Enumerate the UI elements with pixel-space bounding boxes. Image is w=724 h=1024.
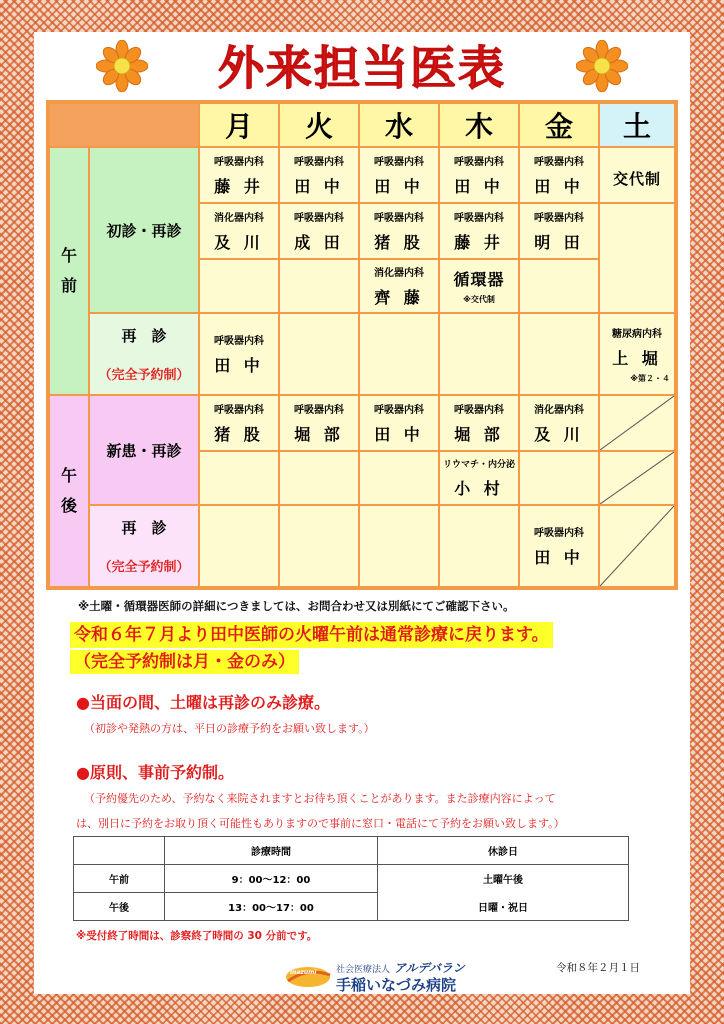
hours-pm-label: 午後 — [74, 893, 165, 921]
diagonal-slash-icon — [600, 396, 674, 450]
slot-cell: 呼吸器内科 藤 井 — [200, 148, 278, 202]
slot-cell: 交代制 — [600, 148, 674, 202]
slot-cell: 呼吸器内科 猪 股 — [360, 204, 438, 258]
hours-table — [73, 836, 629, 921]
slot-cell: 呼吸器内科 猪 股 — [200, 396, 278, 450]
slot-cell — [520, 452, 598, 504]
hours-header-closed: 休診日 — [378, 837, 629, 865]
slot-cell: 呼吸器内科 田 中 — [440, 148, 518, 202]
slot-cell — [360, 506, 438, 586]
hours-pm-time: 13：00～17：00 — [165, 893, 378, 921]
day-header-wed: 水 — [360, 104, 438, 146]
table-note: ※土曜・循環器医師の詳細につきましては、お問合わせ又は別紙にてご確認下さい。 — [78, 599, 515, 613]
slot-cell: 呼吸器内科 成 田 — [280, 204, 358, 258]
row-label-am-first: 初診・再診 — [90, 148, 198, 312]
slot-cell — [200, 260, 278, 312]
period-am: 午前 — [50, 148, 88, 394]
slot-cell: 呼吸器内科 田 中 — [520, 506, 598, 586]
slot-cell: 呼吸器内科 堀 部 — [280, 396, 358, 450]
slot-cell-closed — [600, 396, 674, 450]
slot-cell: 呼吸器内科 藤 井 — [440, 204, 518, 258]
schedule-table — [46, 100, 678, 590]
slot-cell — [360, 314, 438, 394]
slot-cell: 消化器内科 及 川 — [200, 204, 278, 258]
slot-cell — [280, 260, 358, 312]
slot-cell — [520, 260, 598, 312]
slot-cell — [280, 506, 358, 586]
slot-cell — [280, 452, 358, 504]
day-header-tue: 火 — [280, 104, 358, 146]
slot-cell: 呼吸器内科 田 中 — [520, 148, 598, 202]
hospital-name: 手稲いなづみ病院 — [336, 976, 457, 994]
page-title: 外来担当医表 — [218, 41, 506, 95]
slot-cell — [360, 452, 438, 504]
row-label-pm-revisit: 再 診 （完全予約制） — [90, 506, 198, 586]
diagonal-slash-icon — [600, 452, 674, 504]
day-header-mon: 月 — [200, 104, 278, 146]
diagonal-slash-icon — [600, 506, 674, 586]
slot-cell: 消化器内科 及 川 — [520, 396, 598, 450]
bullet-reservation: ●原則、事前予約制。 — [76, 763, 234, 782]
day-header-fri: 金 — [520, 104, 598, 146]
slot-cell-closed — [600, 452, 674, 504]
hours-closed-1: 土曜午後 — [378, 865, 629, 893]
slot-cell-closed — [600, 506, 674, 586]
slot-cell: 消化器内科 齊 藤 — [360, 260, 438, 312]
bullet-saturday-sub: （初診や発熱の方は、平日の診療予約をお願い致します。） — [84, 722, 375, 735]
day-header-thu: 木 — [440, 104, 518, 146]
slot-cell: 呼吸器内科 田 中 — [360, 148, 438, 202]
hours-am-time: 9：00～12：00 — [165, 865, 378, 893]
hours-closed-2: 日曜・祝日 — [378, 893, 629, 921]
slot-cell — [520, 314, 598, 394]
reception-note: ※受付終了時間は、診察終了時間の 30 分前です。 — [76, 930, 318, 942]
slot-cell: 呼吸器内科 田 中 — [280, 148, 358, 202]
highlight-notice-sub: （完全予約制は月・金のみ） — [70, 650, 299, 674]
hours-am-label: 午前 — [74, 865, 165, 893]
hospital-corp-name: アルデバラン — [394, 961, 465, 975]
bullet-saturday: ●当面の間、土曜は再診のみ診療。 — [76, 693, 330, 712]
highlight-notice: 令和６年７月より田中医師の火曜午前は通常診療に戻ります。 — [70, 622, 553, 648]
slot-cell: リウマチ・内分泌 小 村 — [440, 452, 518, 504]
slot-cell — [200, 452, 278, 504]
row-label-am-revisit: 再 診 （完全予約制） — [90, 314, 198, 394]
bullet-reservation-sub1: （予約優先のため、予約なく来院されますとお待ち頂くことがあります。また診療内容によって — [84, 792, 556, 805]
slot-cell — [200, 506, 278, 586]
issue-date: 令和８年２月１日 — [556, 962, 640, 974]
slot-cell: 呼吸器内科 堀 部 — [440, 396, 518, 450]
bullet-reservation-sub2: は、別日に予約をお取り頂く可能性もありますので事前に窓口・電話にて予約をお願い致します。） — [76, 817, 565, 830]
period-pm: 午後 — [50, 396, 88, 586]
slot-cell: 循環器 ※交代制 — [440, 260, 518, 312]
slot-cell — [440, 314, 518, 394]
slot-cell — [440, 506, 518, 586]
slot-cell: 呼吸器内科 田 中 — [360, 396, 438, 450]
slot-cell: 呼吸器内科 明 田 — [520, 204, 598, 258]
slot-cell: 糖尿病内科 上 堀 ※第２・４ — [600, 314, 674, 394]
row-label-pm-new: 新患・再診 — [90, 396, 198, 504]
hospital-logo-icon — [284, 963, 334, 989]
slot-cell — [600, 204, 674, 312]
header-corner — [50, 104, 198, 146]
hospital-corp: 社会医療法人 — [336, 965, 391, 975]
logo-text: inazumi — [290, 969, 317, 976]
slot-cell: 呼吸器内科 田 中 — [200, 314, 278, 394]
hours-header-time: 診療時間 — [165, 837, 378, 865]
day-header-sat: 土 — [600, 104, 674, 146]
slot-cell — [280, 314, 358, 394]
